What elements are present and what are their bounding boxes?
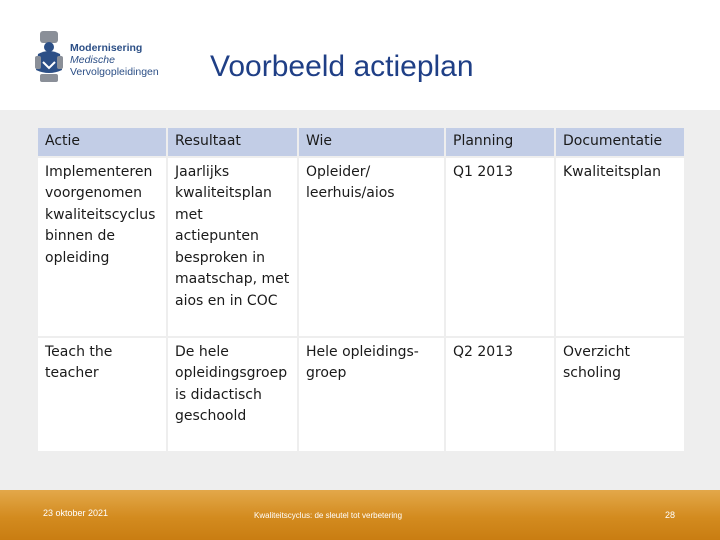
table-cell: Implementeren voorgenomen kwaliteitscyclus binnen de opleiding xyxy=(37,157,167,337)
column-header-actie: Actie xyxy=(37,127,167,157)
footer-bar xyxy=(0,490,720,540)
table-header-row xyxy=(37,127,685,157)
action-plan-table xyxy=(36,126,686,453)
logo-figure-icon xyxy=(32,26,66,84)
column-header-resultaat: Resultaat xyxy=(167,127,298,157)
table-cell: Hele opleidings-groep xyxy=(298,337,445,452)
slide-title: Voorbeeld actieplan xyxy=(210,50,474,83)
table-cell: Q1 2013 xyxy=(445,157,555,337)
logo-line-3: Vervolgopleidingen xyxy=(70,66,159,78)
column-header-planning: Planning xyxy=(445,127,555,157)
content-panel xyxy=(0,110,720,490)
table-cell: Jaarlijks kwaliteitsplan met actiepunten besproken in maatschap, met aios en in COC xyxy=(167,157,298,337)
table-cell: Kwaliteitsplan xyxy=(555,157,685,337)
table-row xyxy=(37,157,685,337)
table-cell: Overzicht scholing xyxy=(555,337,685,452)
page-number: 28 xyxy=(665,510,676,520)
logo-text xyxy=(70,42,159,78)
table-cell: Q2 2013 xyxy=(445,337,555,452)
table-cell: De hele opleidingsgroep is didactisch geschoold xyxy=(167,337,298,452)
table-cell: Teach the teacher xyxy=(37,337,167,452)
footer-date: 23 oktober 2021 xyxy=(43,508,109,518)
slide-header xyxy=(0,0,720,110)
table-row xyxy=(37,337,685,452)
footer-caption: Kwaliteitscyclus: de sleutel tot verbetering xyxy=(254,511,403,520)
table-cell: Opleider/ leerhuis/aios xyxy=(298,157,445,337)
logo-line-1: Modernisering xyxy=(70,42,143,54)
logo xyxy=(32,26,182,88)
logo-line-2: Medische xyxy=(70,54,115,66)
column-header-wie: Wie xyxy=(298,127,445,157)
column-header-documentatie: Documentatie xyxy=(555,127,685,157)
